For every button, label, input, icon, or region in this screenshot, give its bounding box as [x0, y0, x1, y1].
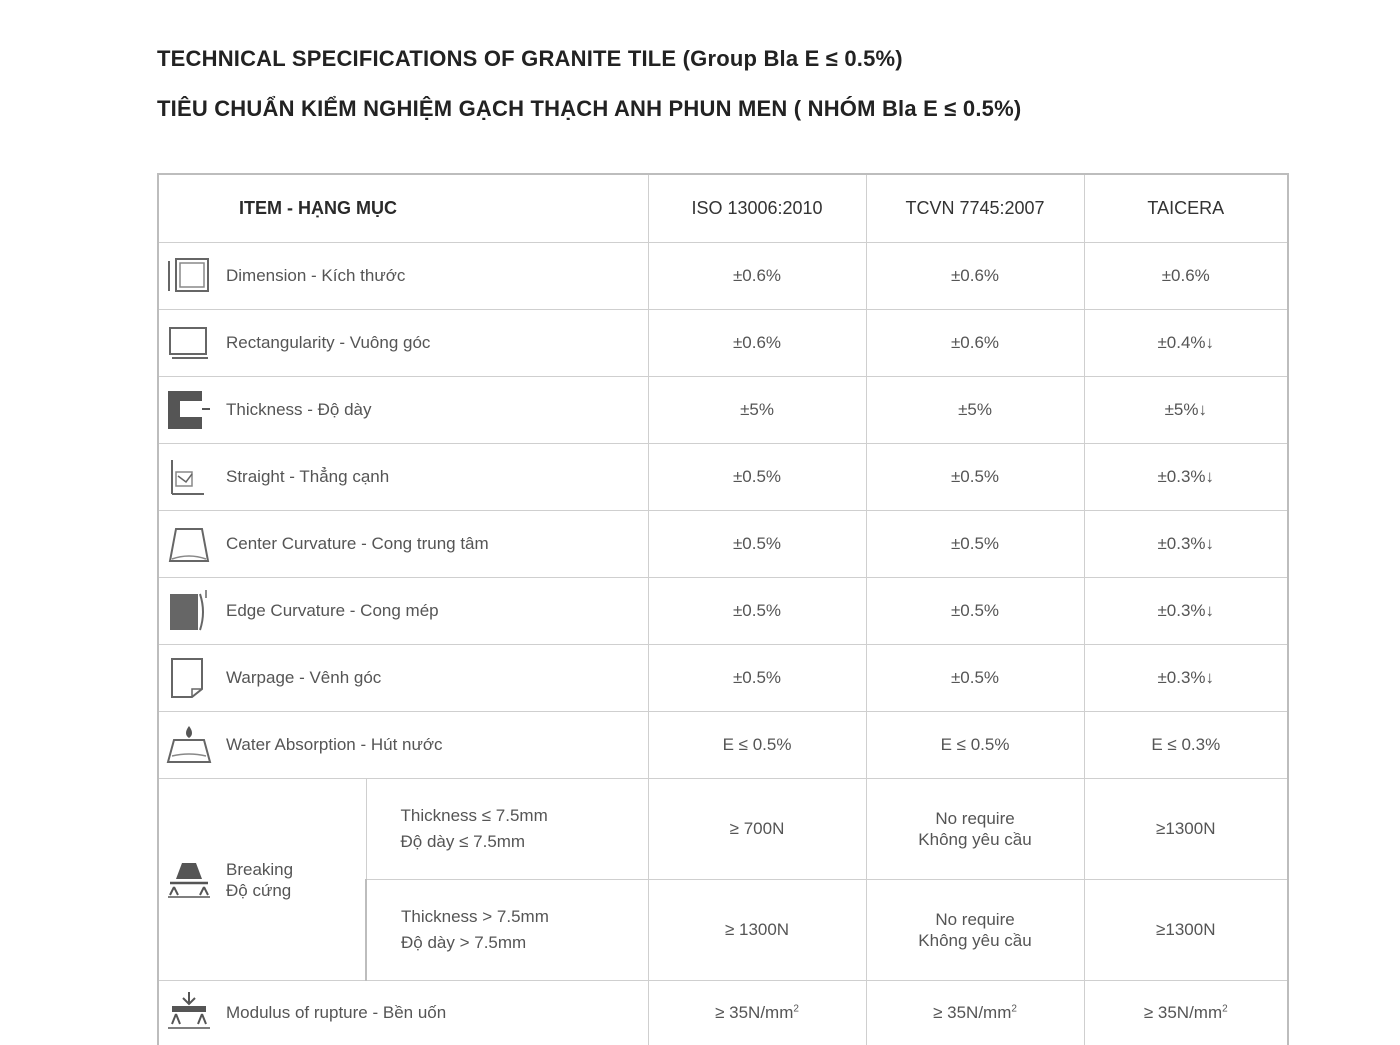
tcvn-value: [866, 779, 1084, 880]
tcvn-value: ±0.5%: [866, 645, 1084, 712]
iso-value: ±0.5%: [648, 578, 866, 645]
water-absorption-icon: [166, 722, 212, 768]
unit-exponent: 2: [1011, 1003, 1017, 1014]
iso-value: ±0.5%: [648, 645, 866, 712]
iso-value: ±0.5%: [648, 511, 866, 578]
item-label: Center Curvature - Cong trung tâm: [226, 534, 489, 554]
item-label: Modulus of rupture - Bền uốn: [226, 1003, 446, 1023]
iso-value: [648, 981, 866, 1045]
item-cell: [158, 578, 648, 645]
breaking-item-cell: [158, 779, 366, 981]
item-label: Warpage - Vênh góc: [226, 668, 381, 688]
header-item: ITEM - HẠNG MỤC: [158, 174, 648, 243]
table-row: [158, 981, 1288, 1045]
iso-value: ±5%: [648, 377, 866, 444]
iso-value: ±0.6%: [648, 243, 866, 310]
tcvn-value: ±0.6%: [866, 310, 1084, 377]
condition-en: Thickness > 7.5mm: [401, 904, 648, 930]
condition-vi: Độ dày ≤ 7.5mm: [401, 829, 648, 855]
item-label: Thickness - Độ dày: [226, 400, 372, 420]
iso-value: E ≤ 0.5%: [648, 712, 866, 779]
tcvn-value: ±0.5%: [866, 578, 1084, 645]
item-label: Straight - Thẳng cạnh: [226, 467, 389, 487]
taicera-value: [1084, 981, 1288, 1045]
item-cell: [158, 712, 648, 779]
iso-value: ≥ 1300N: [648, 880, 866, 981]
taicera-value: ±5%↓: [1084, 377, 1288, 444]
taicera-value: ±0.4%↓: [1084, 310, 1288, 377]
item-cell: [158, 377, 648, 444]
item-cell: [158, 511, 648, 578]
tcvn-note-en: No require: [867, 909, 1084, 930]
specifications-table: [157, 173, 1289, 1045]
unit-exponent: 2: [793, 1003, 799, 1014]
item-cell: [158, 310, 648, 377]
item-cell: [158, 981, 648, 1045]
taicera-value: ±0.3%↓: [1084, 645, 1288, 712]
tcvn-note-en: No require: [867, 808, 1084, 829]
straightness-icon: [166, 454, 212, 500]
table-row: [158, 243, 1288, 310]
modulus-rupture-icon: [166, 990, 212, 1036]
table-row: [158, 377, 1288, 444]
table-row: [158, 310, 1288, 377]
item-label: Edge Curvature - Cong mép: [226, 601, 439, 621]
tcvn-note-vi: Không yêu cầu: [867, 930, 1084, 951]
table-row: [158, 779, 1288, 880]
center-curvature-icon: [166, 521, 212, 567]
iso-value: ±0.6%: [648, 310, 866, 377]
taicera-value: ±0.3%↓: [1084, 444, 1288, 511]
item-label: Rectangularity - Vuông góc: [226, 333, 430, 353]
taicera-value: ±0.3%↓: [1084, 578, 1288, 645]
warpage-icon: [166, 655, 212, 701]
header-taicera: TAICERA: [1084, 174, 1288, 243]
title-english: TECHNICAL SPECIFICATIONS OF GRANITE TILE (Group Bla E ≤ 0.5%): [157, 46, 903, 72]
breaking-condition: [366, 880, 648, 981]
iso-value: ±0.5%: [648, 444, 866, 511]
iso-modulus-text: ≥ 35N/mm: [715, 1003, 793, 1022]
dimension-icon: [166, 253, 212, 299]
condition-en: Thickness ≤ 7.5mm: [401, 803, 648, 829]
unit-exponent: 2: [1222, 1003, 1228, 1014]
title-vietnamese: TIÊU CHUẨN KIỂM NGHIỆM GẠCH THẠCH ANH PHUN MEN ( NHÓM Bla E ≤ 0.5%): [157, 96, 1021, 122]
header-tcvn: TCVN 7745:2007: [866, 174, 1084, 243]
item-cell: [158, 444, 648, 511]
taicera-value: ±0.3%↓: [1084, 511, 1288, 578]
tcvn-value: [866, 880, 1084, 981]
table-header-row: [158, 174, 1288, 243]
item-cell: [158, 243, 648, 310]
edge-curvature-icon: [166, 588, 212, 634]
thickness-icon: [166, 387, 212, 433]
taicera-value: ±0.6%: [1084, 243, 1288, 310]
tcvn-value: [866, 981, 1084, 1045]
tcvn-value: ±5%: [866, 377, 1084, 444]
tcvn-modulus-text: ≥ 35N/mm: [933, 1003, 1011, 1022]
table-row: [158, 712, 1288, 779]
taicera-modulus-text: ≥ 35N/mm: [1144, 1003, 1222, 1022]
taicera-value: E ≤ 0.3%: [1084, 712, 1288, 779]
taicera-value: ≥1300N: [1084, 779, 1288, 880]
table-row: [158, 578, 1288, 645]
table-row: [158, 444, 1288, 511]
tcvn-note-vi: Không yêu cầu: [867, 829, 1084, 850]
item-label: Dimension - Kích thước: [226, 266, 405, 286]
breaking-condition: [366, 779, 648, 880]
iso-value: ≥ 700N: [648, 779, 866, 880]
tcvn-value: ±0.5%: [866, 444, 1084, 511]
table-row: [158, 645, 1288, 712]
item-label: Water Absorption - Hút nước: [226, 735, 443, 755]
tcvn-value: ±0.5%: [866, 511, 1084, 578]
header-iso: ISO 13006:2010: [648, 174, 866, 243]
table-row: [158, 511, 1288, 578]
condition-vi: Độ dày > 7.5mm: [401, 930, 648, 956]
item-cell: [158, 645, 648, 712]
breaking-strength-icon: [166, 857, 212, 903]
tcvn-value: ±0.6%: [866, 243, 1084, 310]
breaking-label-vi: Độ cứng: [226, 880, 293, 901]
breaking-label: [226, 859, 293, 901]
taicera-value: ≥1300N: [1084, 880, 1288, 981]
breaking-label-en: Breaking: [226, 859, 293, 880]
rectangularity-icon: [166, 320, 212, 366]
tcvn-value: E ≤ 0.5%: [866, 712, 1084, 779]
